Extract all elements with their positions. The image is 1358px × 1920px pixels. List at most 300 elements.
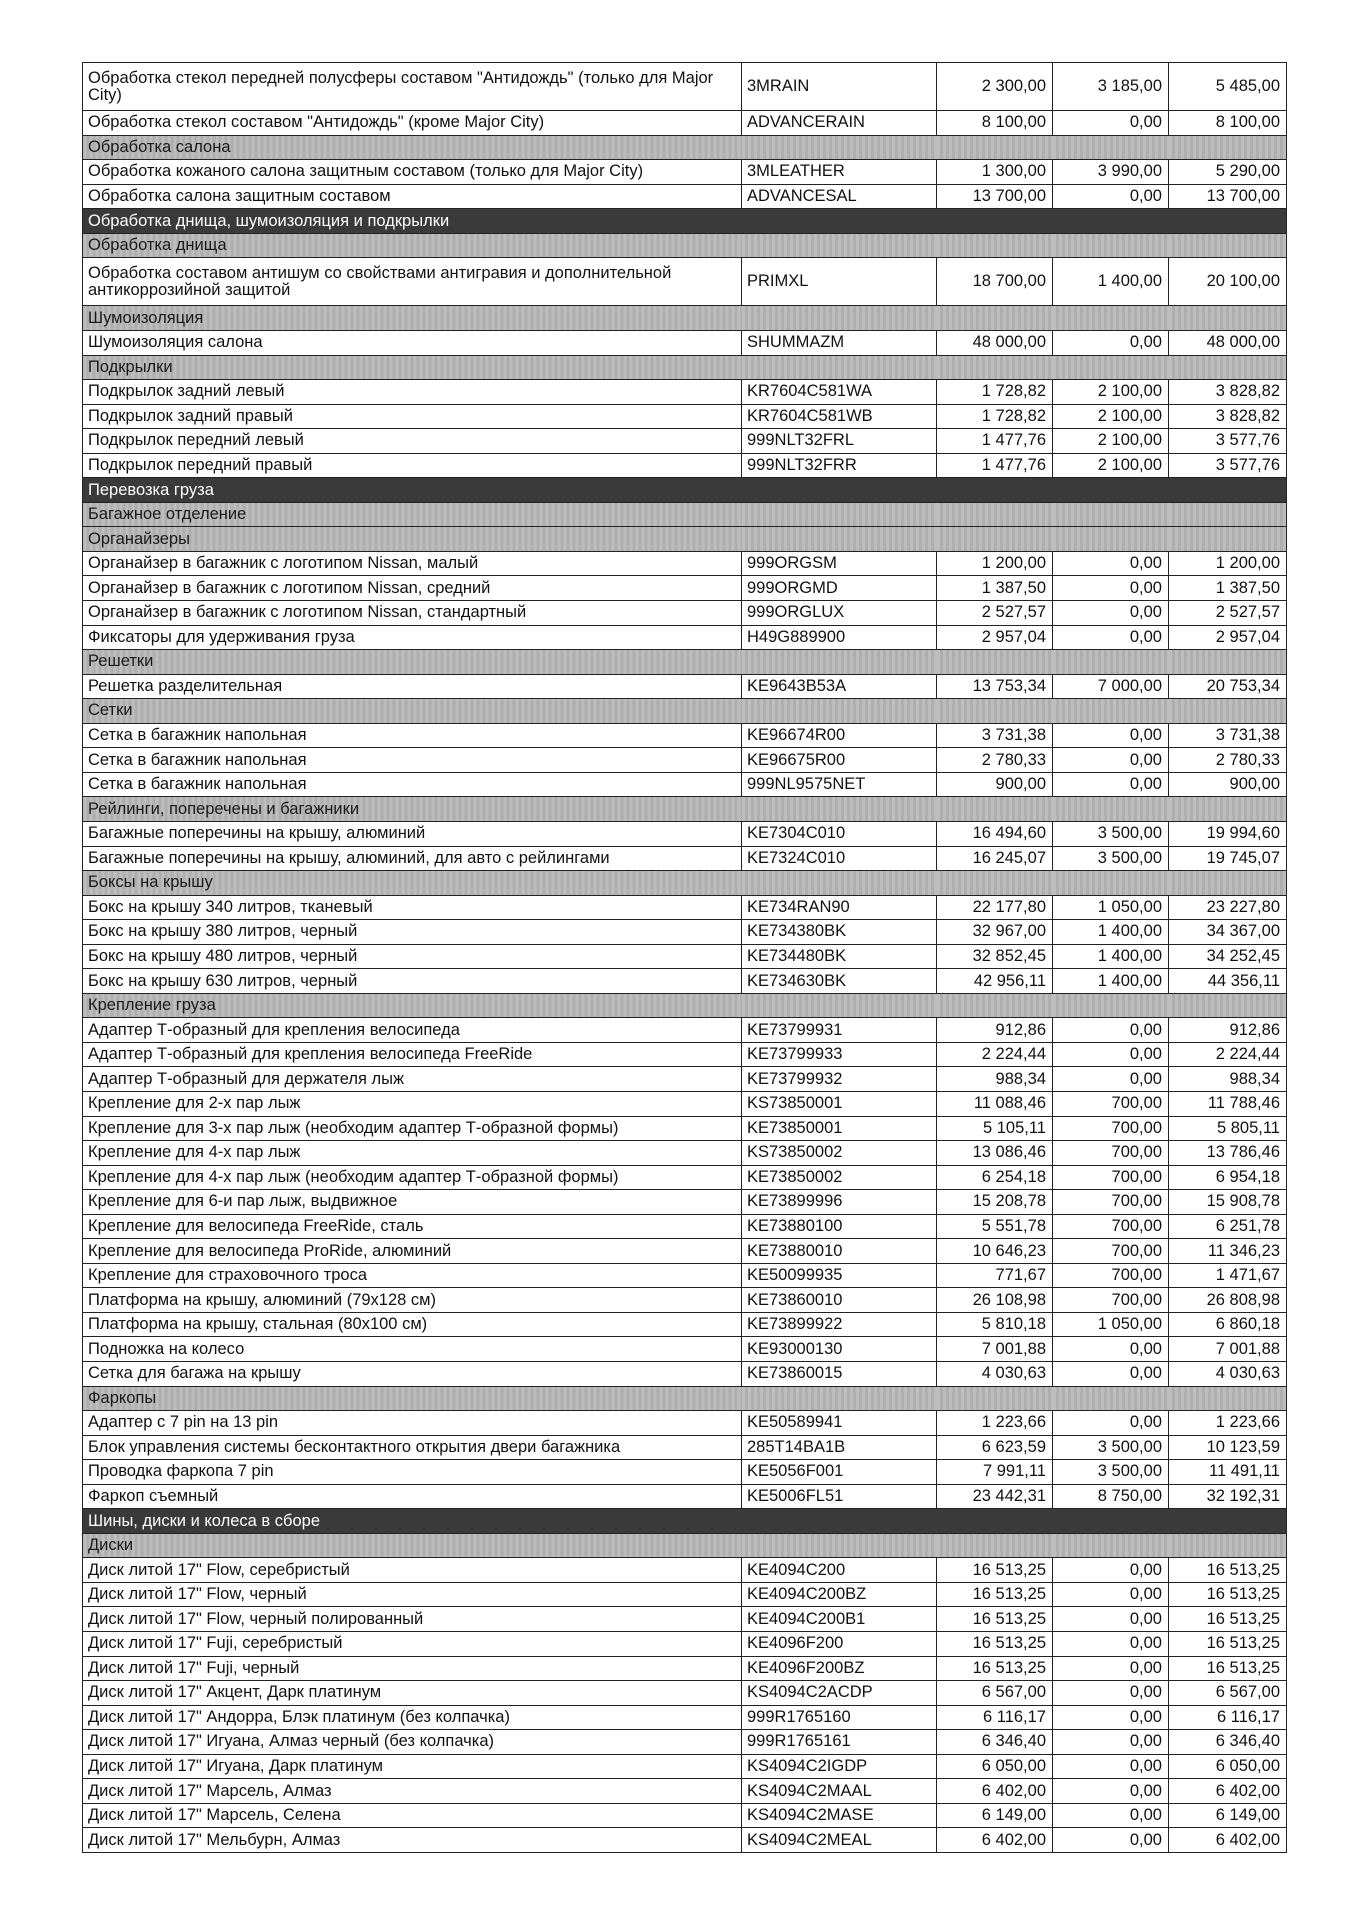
table-row <box>83 331 1287 356</box>
subsection-title: Сетки <box>83 699 742 724</box>
item-code: ADVANCERAIN <box>742 111 937 136</box>
section-header-row <box>83 478 1287 503</box>
item-description: Проводка фаркопа 7 pin <box>83 1460 742 1485</box>
table-row <box>83 674 1287 699</box>
item-install-price: 700,00 <box>1053 1116 1169 1141</box>
table-row <box>83 258 1287 306</box>
item-total-price: 5 485,00 <box>1169 63 1287 111</box>
item-price: 5 105,11 <box>937 1116 1053 1141</box>
table-row <box>83 1312 1287 1337</box>
item-description: Обработка стекол передней полусферы составом "Антидождь" (только для Major City) <box>83 63 742 111</box>
item-price: 7 991,11 <box>937 1460 1053 1485</box>
item-code: KE4094C200BZ <box>742 1582 937 1607</box>
item-description: Шумоизоляция салона <box>83 331 742 356</box>
item-description: Фаркоп съемный <box>83 1484 742 1509</box>
item-description: Крепление для 4-х пар лыж <box>83 1141 742 1166</box>
item-price: 1 223,66 <box>937 1411 1053 1436</box>
item-description: Адаптер Т-образный для держателя лыж <box>83 1067 742 1092</box>
item-code: KE7324C010 <box>742 846 937 871</box>
subsection-title: Обработка салона <box>83 135 742 160</box>
item-price: 16 513,25 <box>937 1656 1053 1681</box>
table-row <box>83 1067 1287 1092</box>
price-table-body <box>83 63 1287 1853</box>
price-table <box>82 62 1287 1853</box>
item-price: 1 300,00 <box>937 160 1053 185</box>
item-price: 6 050,00 <box>937 1754 1053 1779</box>
item-total-price: 2 780,33 <box>1169 748 1287 773</box>
item-price: 16 494,60 <box>937 821 1053 846</box>
table-row <box>83 576 1287 601</box>
item-price: 23 442,31 <box>937 1484 1053 1509</box>
item-code: 3MLEATHER <box>742 160 937 185</box>
item-total-price: 15 908,78 <box>1169 1190 1287 1215</box>
item-total-price: 20 753,34 <box>1169 674 1287 699</box>
subsection-title: Диски <box>83 1533 742 1558</box>
item-code: KS4094C2MASE <box>742 1803 937 1828</box>
item-description: Крепление для страховочного троса <box>83 1263 742 1288</box>
table-row <box>83 184 1287 209</box>
item-install-price: 8 750,00 <box>1053 1484 1169 1509</box>
table-row <box>83 1632 1287 1657</box>
item-total-price: 11 788,46 <box>1169 1091 1287 1116</box>
item-price: 16 513,25 <box>937 1607 1053 1632</box>
item-total-price: 912,86 <box>1169 1018 1287 1043</box>
item-description: Крепление для 2-х пар лыж <box>83 1091 742 1116</box>
item-code: 999R1765161 <box>742 1730 937 1755</box>
item-price: 6 254,18 <box>937 1165 1053 1190</box>
table-row <box>83 1558 1287 1583</box>
item-total-price: 8 100,00 <box>1169 111 1287 136</box>
subsection-header-row <box>83 135 1287 160</box>
item-description: Органайзер в багажник с логотипом Nissan, стандартный <box>83 601 742 626</box>
item-code: KE50589941 <box>742 1411 937 1436</box>
table-row <box>83 1214 1287 1239</box>
subsection-header-row <box>83 233 1287 258</box>
item-price: 42 956,11 <box>937 969 1053 994</box>
item-price: 22 177,80 <box>937 895 1053 920</box>
item-total-price: 20 100,00 <box>1169 258 1287 306</box>
item-price: 6 346,40 <box>937 1730 1053 1755</box>
subsection-title: Обработка днища <box>83 233 742 258</box>
item-code: KS4094C2IGDP <box>742 1754 937 1779</box>
item-install-price: 700,00 <box>1053 1141 1169 1166</box>
item-install-price: 0,00 <box>1053 331 1169 356</box>
item-total-price: 34 252,45 <box>1169 944 1287 969</box>
item-install-price: 0,00 <box>1053 111 1169 136</box>
item-price: 10 646,23 <box>937 1239 1053 1264</box>
item-description: Органайзер в багажник с логотипом Nissan, малый <box>83 551 742 576</box>
item-code: 999NL9575NET <box>742 772 937 797</box>
item-install-price: 3 500,00 <box>1053 846 1169 871</box>
item-price: 6 402,00 <box>937 1779 1053 1804</box>
item-price: 6 149,00 <box>937 1803 1053 1828</box>
item-install-price: 0,00 <box>1053 1828 1169 1853</box>
item-total-price: 2 224,44 <box>1169 1042 1287 1067</box>
subsection-title: Багажное отделение <box>83 502 742 527</box>
item-code: KE50099935 <box>742 1263 937 1288</box>
table-row <box>83 1435 1287 1460</box>
item-code: KE4096F200 <box>742 1632 937 1657</box>
item-description: Крепление для велосипеда FreeRide, сталь <box>83 1214 742 1239</box>
item-price: 13 086,46 <box>937 1141 1053 1166</box>
item-install-price: 3 185,00 <box>1053 63 1169 111</box>
table-row <box>83 1411 1287 1436</box>
item-install-price: 0,00 <box>1053 1582 1169 1607</box>
item-total-price: 6 954,18 <box>1169 1165 1287 1190</box>
item-price: 2 527,57 <box>937 601 1053 626</box>
item-price: 912,86 <box>937 1018 1053 1043</box>
table-row <box>83 429 1287 454</box>
item-install-price: 700,00 <box>1053 1263 1169 1288</box>
item-install-price: 0,00 <box>1053 1361 1169 1386</box>
item-description: Диск литой 17" Игуана, Алмаз черный (без колпачка) <box>83 1730 742 1755</box>
subsection-header-row <box>83 871 1287 896</box>
table-row <box>83 551 1287 576</box>
subsection-header-row <box>83 699 1287 724</box>
table-row <box>83 1263 1287 1288</box>
item-code: KS73850001 <box>742 1091 937 1116</box>
item-install-price: 0,00 <box>1053 1632 1169 1657</box>
item-price: 32 852,45 <box>937 944 1053 969</box>
item-code: 3MRAIN <box>742 63 937 111</box>
item-install-price: 0,00 <box>1053 1558 1169 1583</box>
item-code: 285T14BA1B <box>742 1435 937 1460</box>
table-row <box>83 1190 1287 1215</box>
item-install-price: 0,00 <box>1053 184 1169 209</box>
item-install-price: 700,00 <box>1053 1190 1169 1215</box>
item-description: Диск литой 17" Акцент, Дарк платинум <box>83 1681 742 1706</box>
subsection-title: Боксы на крышу <box>83 871 742 896</box>
table-row <box>83 1828 1287 1853</box>
table-row <box>83 1779 1287 1804</box>
table-row <box>83 111 1287 136</box>
table-row <box>83 63 1287 111</box>
section-header-row <box>83 1509 1287 1534</box>
item-description: Платформа на крышу, алюминий (79х128 см) <box>83 1288 742 1313</box>
item-description: Бокс на крышу 480 литров, черный <box>83 944 742 969</box>
item-code: KE73899996 <box>742 1190 937 1215</box>
item-description: Диск литой 17" Марсель, Алмаз <box>83 1779 742 1804</box>
item-code: H49G889900 <box>742 625 937 650</box>
item-description: Диск литой 17" Flow, черный <box>83 1582 742 1607</box>
table-row <box>83 1018 1287 1043</box>
item-price: 900,00 <box>937 772 1053 797</box>
item-price: 7 001,88 <box>937 1337 1053 1362</box>
item-price: 16 513,25 <box>937 1558 1053 1583</box>
item-total-price: 5 805,11 <box>1169 1116 1287 1141</box>
table-row <box>83 1803 1287 1828</box>
item-price: 15 208,78 <box>937 1190 1053 1215</box>
item-install-price: 0,00 <box>1053 1779 1169 1804</box>
item-total-price: 6 251,78 <box>1169 1214 1287 1239</box>
item-code: KE734RAN90 <box>742 895 937 920</box>
item-install-price: 1 400,00 <box>1053 969 1169 994</box>
item-install-price: 3 500,00 <box>1053 1435 1169 1460</box>
item-install-price: 0,00 <box>1053 1656 1169 1681</box>
item-code: KE73860015 <box>742 1361 937 1386</box>
item-install-price: 0,00 <box>1053 1607 1169 1632</box>
item-install-price: 7 000,00 <box>1053 674 1169 699</box>
item-description: Блок управления системы бесконтактного открытия двери багажника <box>83 1435 742 1460</box>
item-total-price: 3 577,76 <box>1169 453 1287 478</box>
item-description: Крепление для 6-и пар лыж, выдвижное <box>83 1190 742 1215</box>
item-description: Адаптер Т-образный для крепления велосипеда FreeRide <box>83 1042 742 1067</box>
item-code: ADVANCESAL <box>742 184 937 209</box>
item-install-price: 0,00 <box>1053 1730 1169 1755</box>
item-total-price: 4 030,63 <box>1169 1361 1287 1386</box>
item-total-price: 3 731,38 <box>1169 723 1287 748</box>
item-total-price: 16 513,25 <box>1169 1607 1287 1632</box>
item-total-price: 6 050,00 <box>1169 1754 1287 1779</box>
table-row <box>83 160 1287 185</box>
item-description: Диск литой 17" Fuji, черный <box>83 1656 742 1681</box>
item-total-price: 19 994,60 <box>1169 821 1287 846</box>
item-description: Диск литой 17" Марсель, Селена <box>83 1803 742 1828</box>
item-code: KE4094C200 <box>742 1558 937 1583</box>
item-total-price: 13 786,46 <box>1169 1141 1287 1166</box>
item-description: Диск литой 17" Андорра, Блэк платинум (без колпачка) <box>83 1705 742 1730</box>
item-code: KE734380BK <box>742 920 937 945</box>
item-code: KR7604C581WA <box>742 380 937 405</box>
item-install-price: 0,00 <box>1053 576 1169 601</box>
item-price: 16 513,25 <box>937 1632 1053 1657</box>
table-row <box>83 601 1287 626</box>
item-description: Багажные поперечины на крышу, алюминий <box>83 821 742 846</box>
subsection-title: Фаркопы <box>83 1386 742 1411</box>
item-description: Бокс на крышу 340 литров, тканевый <box>83 895 742 920</box>
item-total-price: 6 149,00 <box>1169 1803 1287 1828</box>
item-price: 6 116,17 <box>937 1705 1053 1730</box>
item-price: 4 030,63 <box>937 1361 1053 1386</box>
item-price: 18 700,00 <box>937 258 1053 306</box>
subsection-header-row <box>83 1533 1287 1558</box>
item-price: 771,67 <box>937 1263 1053 1288</box>
item-total-price: 5 290,00 <box>1169 160 1287 185</box>
item-install-price: 0,00 <box>1053 601 1169 626</box>
item-code: KS4094C2ACDP <box>742 1681 937 1706</box>
item-code: KE73860010 <box>742 1288 937 1313</box>
item-total-price: 2 527,57 <box>1169 601 1287 626</box>
item-total-price: 44 356,11 <box>1169 969 1287 994</box>
item-code: KE73880010 <box>742 1239 937 1264</box>
item-total-price: 11 346,23 <box>1169 1239 1287 1264</box>
section-title: Перевозка груза <box>83 478 742 503</box>
table-row <box>83 1460 1287 1485</box>
table-row <box>83 1165 1287 1190</box>
subsection-title: Решетки <box>83 650 742 675</box>
item-description: Адаптер Т-образный для крепления велосипеда <box>83 1018 742 1043</box>
item-price: 1 477,76 <box>937 453 1053 478</box>
item-code: PRIMXL <box>742 258 937 306</box>
item-total-price: 34 367,00 <box>1169 920 1287 945</box>
table-row <box>83 1239 1287 1264</box>
item-price: 2 957,04 <box>937 625 1053 650</box>
item-install-price: 0,00 <box>1053 748 1169 773</box>
table-row <box>83 920 1287 945</box>
item-price: 6 402,00 <box>937 1828 1053 1853</box>
item-price: 1 728,82 <box>937 380 1053 405</box>
item-description: Обработка составом антишум со свойствами антигравия и дополнительной антикоррозийной защитой <box>83 258 742 306</box>
subsection-header-row <box>83 650 1287 675</box>
item-total-price: 3 577,76 <box>1169 429 1287 454</box>
item-total-price: 13 700,00 <box>1169 184 1287 209</box>
item-description: Сетка в багажник напольная <box>83 772 742 797</box>
table-row <box>83 1361 1287 1386</box>
table-row <box>83 772 1287 797</box>
table-row <box>83 1705 1287 1730</box>
item-code: KE5056F001 <box>742 1460 937 1485</box>
item-install-price: 1 400,00 <box>1053 944 1169 969</box>
item-code: 999ORGSM <box>742 551 937 576</box>
item-price: 6 567,00 <box>937 1681 1053 1706</box>
item-price: 5 810,18 <box>937 1312 1053 1337</box>
section-title: Шины, диски и колеса в сборе <box>83 1509 742 1534</box>
table-row <box>83 723 1287 748</box>
item-install-price: 2 100,00 <box>1053 380 1169 405</box>
item-price: 11 088,46 <box>937 1091 1053 1116</box>
item-description: Платформа на крышу, стальная (80х100 см) <box>83 1312 742 1337</box>
item-description: Диск литой 17" Flow, черный полированный <box>83 1607 742 1632</box>
item-total-price: 48 000,00 <box>1169 331 1287 356</box>
item-price: 8 100,00 <box>937 111 1053 136</box>
item-code: 999ORGMD <box>742 576 937 601</box>
item-price: 32 967,00 <box>937 920 1053 945</box>
item-code: 999NLT32FRL <box>742 429 937 454</box>
table-row <box>83 1582 1287 1607</box>
item-install-price: 0,00 <box>1053 772 1169 797</box>
item-code: KE734630BK <box>742 969 937 994</box>
item-price: 3 731,38 <box>937 723 1053 748</box>
item-install-price: 1 050,00 <box>1053 895 1169 920</box>
item-install-price: 700,00 <box>1053 1239 1169 1264</box>
item-code: KE96675R00 <box>742 748 937 773</box>
item-install-price: 3 990,00 <box>1053 160 1169 185</box>
item-install-price: 1 400,00 <box>1053 258 1169 306</box>
table-row <box>83 944 1287 969</box>
table-row <box>83 969 1287 994</box>
item-description: Диск литой 17" Игуана, Дарк платинум <box>83 1754 742 1779</box>
subsection-header-row <box>83 306 1287 331</box>
item-total-price: 23 227,80 <box>1169 895 1287 920</box>
table-row <box>83 1484 1287 1509</box>
item-total-price: 11 491,11 <box>1169 1460 1287 1485</box>
item-total-price: 1 223,66 <box>1169 1411 1287 1436</box>
item-code: KS73850002 <box>742 1141 937 1166</box>
item-install-price: 0,00 <box>1053 1018 1169 1043</box>
table-row <box>83 1754 1287 1779</box>
item-total-price: 1 200,00 <box>1169 551 1287 576</box>
item-install-price: 0,00 <box>1053 723 1169 748</box>
item-description: Адаптер с 7 pin на 13 pin <box>83 1411 742 1436</box>
item-price: 1 477,76 <box>937 429 1053 454</box>
item-description: Диск литой 17" Fuji, серебристый <box>83 1632 742 1657</box>
item-install-price: 0,00 <box>1053 1411 1169 1436</box>
table-row <box>83 1116 1287 1141</box>
item-price: 2 300,00 <box>937 63 1053 111</box>
item-total-price: 19 745,07 <box>1169 846 1287 871</box>
item-price: 988,34 <box>937 1067 1053 1092</box>
table-row <box>83 1730 1287 1755</box>
item-price: 2 224,44 <box>937 1042 1053 1067</box>
subsection-header-row <box>83 797 1287 822</box>
subsection-title: Рейлинги, поперечены и багажники <box>83 797 742 822</box>
item-description: Фиксаторы для удерживания груза <box>83 625 742 650</box>
item-price: 13 700,00 <box>937 184 1053 209</box>
item-total-price: 900,00 <box>1169 772 1287 797</box>
subsection-title: Шумоизоляция <box>83 306 742 331</box>
item-description: Крепление для велосипеда ProRide, алюминий <box>83 1239 742 1264</box>
item-total-price: 6 402,00 <box>1169 1779 1287 1804</box>
item-total-price: 6 116,17 <box>1169 1705 1287 1730</box>
item-install-price: 2 100,00 <box>1053 429 1169 454</box>
item-price: 1 728,82 <box>937 404 1053 429</box>
table-row <box>83 380 1287 405</box>
item-total-price: 1 471,67 <box>1169 1263 1287 1288</box>
item-install-price: 3 500,00 <box>1053 1460 1169 1485</box>
table-row <box>83 1607 1287 1632</box>
item-description: Органайзер в багажник с логотипом Nissan, средний <box>83 576 742 601</box>
item-install-price: 0,00 <box>1053 625 1169 650</box>
item-code: KE73799931 <box>742 1018 937 1043</box>
subsection-title: Органайзеры <box>83 527 742 552</box>
item-code: 999R1765160 <box>742 1705 937 1730</box>
item-code: KE9643B53A <box>742 674 937 699</box>
item-description: Диск литой 17" Мельбурн, Алмаз <box>83 1828 742 1853</box>
item-description: Бокс на крышу 630 литров, черный <box>83 969 742 994</box>
section-title: Обработка днища, шумоизоляция и подкрылки <box>83 209 742 234</box>
item-total-price: 6 402,00 <box>1169 1828 1287 1853</box>
item-price: 1 387,50 <box>937 576 1053 601</box>
subsection-header-row <box>83 502 1287 527</box>
item-total-price: 7 001,88 <box>1169 1337 1287 1362</box>
item-total-price: 32 192,31 <box>1169 1484 1287 1509</box>
item-total-price: 988,34 <box>1169 1067 1287 1092</box>
item-total-price: 1 387,50 <box>1169 576 1287 601</box>
item-price: 5 551,78 <box>937 1214 1053 1239</box>
item-total-price: 6 346,40 <box>1169 1730 1287 1755</box>
item-price: 2 780,33 <box>937 748 1053 773</box>
item-code: KE73899922 <box>742 1312 937 1337</box>
item-code: KE5006FL51 <box>742 1484 937 1509</box>
subsection-title: Подкрылки <box>83 355 742 380</box>
item-code: KE73850002 <box>742 1165 937 1190</box>
item-description: Подкрылок задний левый <box>83 380 742 405</box>
item-install-price: 1 400,00 <box>1053 920 1169 945</box>
item-total-price: 6 860,18 <box>1169 1312 1287 1337</box>
table-row <box>83 1288 1287 1313</box>
item-code: KE73850001 <box>742 1116 937 1141</box>
item-code: 999NLT32FRR <box>742 453 937 478</box>
item-code: KE4096F200BZ <box>742 1656 937 1681</box>
item-description: Подкрылок передний правый <box>83 453 742 478</box>
table-row <box>83 625 1287 650</box>
item-code: KS4094C2MAAL <box>742 1779 937 1804</box>
item-total-price: 16 513,25 <box>1169 1582 1287 1607</box>
item-install-price: 0,00 <box>1053 1681 1169 1706</box>
table-row <box>83 1681 1287 1706</box>
table-row <box>83 895 1287 920</box>
table-row <box>83 404 1287 429</box>
item-code: SHUMMAZM <box>742 331 937 356</box>
item-install-price: 2 100,00 <box>1053 453 1169 478</box>
item-price: 26 108,98 <box>937 1288 1053 1313</box>
item-install-price: 0,00 <box>1053 1705 1169 1730</box>
table-row <box>83 1656 1287 1681</box>
item-total-price: 16 513,25 <box>1169 1632 1287 1657</box>
item-total-price: 3 828,82 <box>1169 380 1287 405</box>
item-total-price: 6 567,00 <box>1169 1681 1287 1706</box>
item-code: KE734480BK <box>742 944 937 969</box>
